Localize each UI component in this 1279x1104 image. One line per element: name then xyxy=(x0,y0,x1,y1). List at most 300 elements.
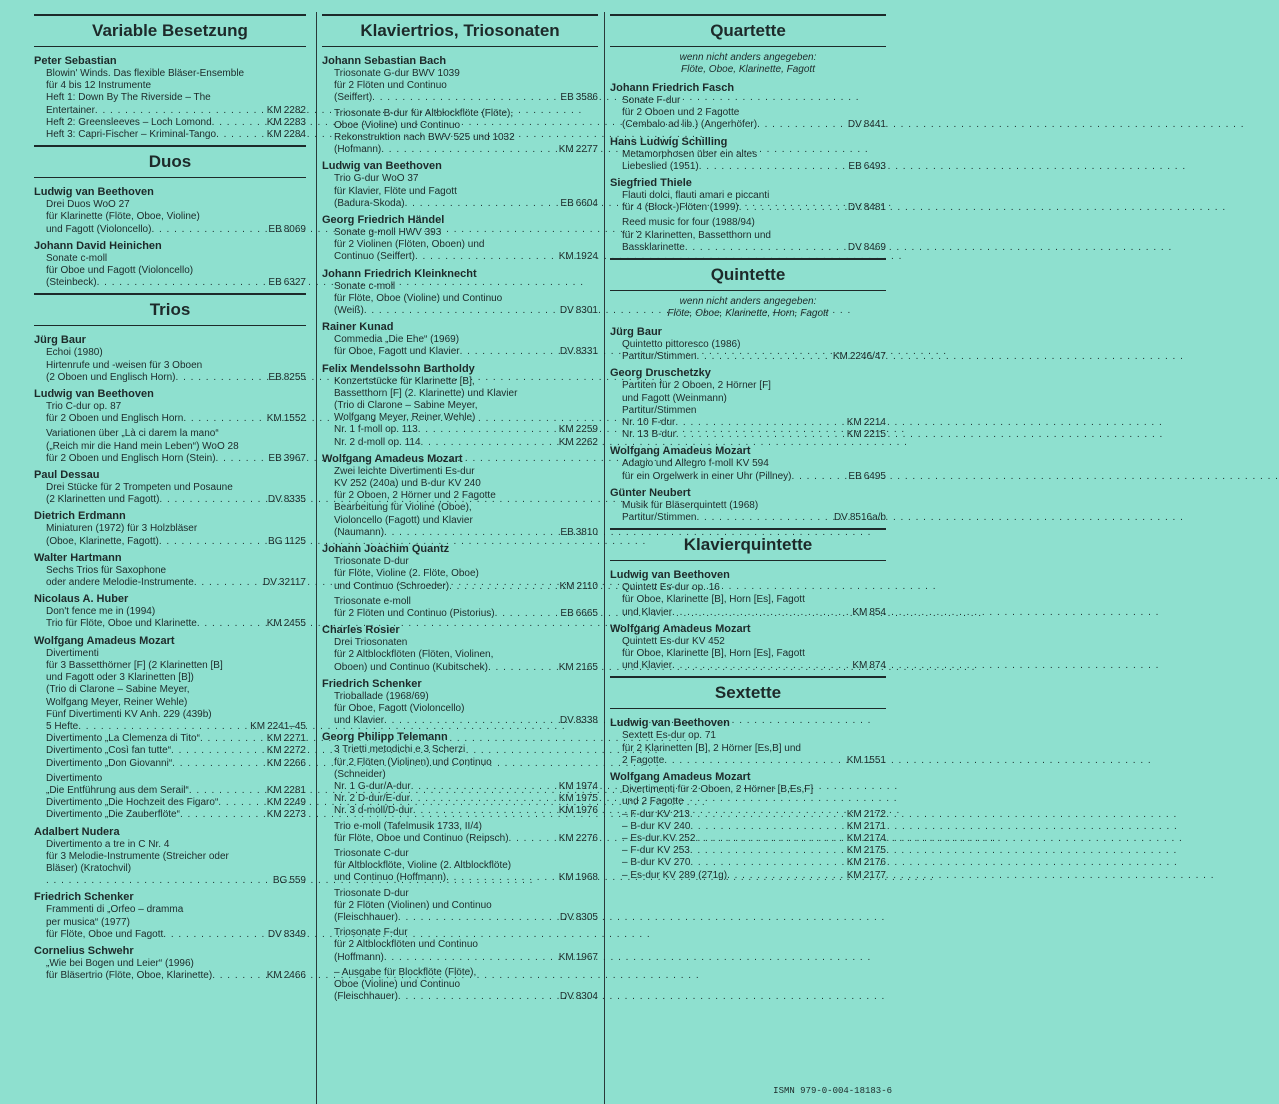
row-label: Partitur/Stimmen xyxy=(622,512,697,524)
catalog-prefix: EB xyxy=(848,470,862,482)
work-text-line: und Fagott (Weinmann) xyxy=(622,392,727,404)
catalog-number: 8441 xyxy=(863,119,886,131)
catalog-number: 2174 xyxy=(863,832,886,844)
work-text-line: für Oboe, Klarinette [B], Horn [Es], Fagott xyxy=(622,594,805,606)
catalog-prefix: KM xyxy=(266,733,282,745)
catalog-prefix: EB xyxy=(268,371,282,383)
row-label: für Flöte, Oboe und Continuo (Reipsch) xyxy=(334,832,509,844)
row-label: Continuo (Seiffert) xyxy=(334,251,415,263)
catalog-row xyxy=(622,351,886,363)
work-text-line: (Schneider) xyxy=(334,768,386,780)
row-label: Nr. 1 f-moll op. 113 xyxy=(334,424,418,436)
composer-name: Johann Sebastian Bach xyxy=(322,55,447,67)
catalog-row xyxy=(334,991,598,1003)
row-label: – F-dur KV 213 xyxy=(622,808,690,820)
composer-entry xyxy=(34,635,306,822)
composer-name: Georg Philipp Telemann xyxy=(322,731,448,744)
catalog-number: 2241–45 xyxy=(267,720,306,732)
catalog-number: 2175 xyxy=(863,845,886,857)
row-label: (Badura-Skoda) xyxy=(334,197,405,209)
row-label: (Oboe, Klarinette, Fagott) xyxy=(46,535,159,547)
catalog-row xyxy=(46,929,306,941)
leader-dots xyxy=(384,527,558,539)
catalog-prefix: KM xyxy=(558,436,574,448)
catalog-number: 1968 xyxy=(575,872,598,884)
work-text-line: Sonate c-moll xyxy=(334,280,396,292)
leader-dots xyxy=(676,429,845,441)
composer-entry xyxy=(610,717,886,767)
catalog-prefix: KM xyxy=(266,129,282,141)
work-item xyxy=(622,190,886,214)
catalog-prefix: EB xyxy=(848,160,862,172)
row-label: und Fagott (Violoncello) xyxy=(46,223,152,235)
catalog-number: 2466 xyxy=(283,970,306,982)
catalog-row xyxy=(46,721,306,733)
work-text-line: Sonate c-moll xyxy=(46,252,108,264)
catalog-row xyxy=(46,745,306,757)
leader-dots xyxy=(159,536,266,548)
work-text-line: Drei Stücke für 2 Trompeten und Posaune xyxy=(46,482,233,494)
leader-dots xyxy=(172,758,265,770)
row-label: (Weiß) xyxy=(334,305,364,317)
catalog-number: 8304 xyxy=(575,991,598,1003)
composer-name: Ludwig van Beethoven xyxy=(610,569,730,582)
composer-name: Adalbert Nudera xyxy=(34,825,120,838)
catalog-prefix: BG xyxy=(268,535,283,547)
work-text-line: („Reich mir die Hand mein Leben“) WoO 28 xyxy=(46,440,239,452)
composer-name: Nicolaus A. Huber xyxy=(34,593,129,606)
composer-name: Ludwig van Beethoven xyxy=(610,717,730,730)
leader-dots xyxy=(384,715,558,727)
row-label: für Flöte, Oboe und Fagott xyxy=(46,928,164,940)
catalog-row xyxy=(622,512,886,524)
catalog-row xyxy=(334,805,598,817)
catalog-prefix: KM xyxy=(558,424,574,436)
work-item xyxy=(334,227,598,264)
composer-name: Ludwig van Beethoven xyxy=(34,186,154,199)
work-text-line: Quintetto pittoresco (1986) xyxy=(622,339,741,351)
composer-name: Peter Sebastian xyxy=(34,55,117,67)
work-text-line: Triosonate e-moll xyxy=(334,595,411,607)
work-item xyxy=(46,565,306,589)
work-text-line: Miniaturen (1972) für 3 Holzbläser xyxy=(46,523,198,535)
catalog-row xyxy=(46,494,306,506)
work-text-line: Triosonate C-dur xyxy=(334,847,409,859)
catalog-prefix: KM xyxy=(266,757,282,769)
leader-dots xyxy=(189,785,265,797)
work-item xyxy=(334,376,598,449)
work-text-line: 3 Trietti metodichi e 3 Scherzi xyxy=(334,744,466,756)
catalog-prefix: DV xyxy=(267,494,282,506)
catalog-row xyxy=(622,833,886,845)
catalog-number: 2110 xyxy=(576,580,598,592)
work-text-line: Commedia „Die Ehe“ (1969) xyxy=(334,334,460,346)
composer-entry xyxy=(34,55,306,141)
work-item xyxy=(622,95,886,132)
leader-dots xyxy=(46,875,271,887)
work-text-line: Trio e-moll (Tafelmusik 1733, II/4) xyxy=(334,820,483,832)
section-title: Klavierquintette xyxy=(610,528,886,561)
catalog-prefix: DV xyxy=(847,119,862,131)
composer-entry xyxy=(322,624,598,674)
catalog-section xyxy=(34,145,306,289)
catalog-number: 8481 xyxy=(863,202,886,214)
work-item xyxy=(334,68,598,105)
composer-name: Charles Rosier xyxy=(322,624,400,637)
row-label: für Bläsertrio (Flöte, Oboe, Klarinette) xyxy=(46,970,213,982)
catalog-number: 2272 xyxy=(283,745,306,757)
catalog-prefix: KM xyxy=(846,869,862,881)
catalog-row xyxy=(334,912,598,924)
catalog-number: 3810 xyxy=(575,526,598,538)
catalog-row xyxy=(622,660,886,672)
catalog-number: 8069 xyxy=(283,223,306,235)
leader-dots xyxy=(410,793,557,805)
leader-dots xyxy=(398,991,558,1003)
composer-name: Friedrich Schenker xyxy=(34,891,134,904)
catalog-prefix: KM xyxy=(832,351,848,363)
work-text-line: Sechs Trios für Saxophone xyxy=(46,564,167,576)
work-item xyxy=(622,339,886,363)
catalog-row xyxy=(334,793,598,805)
catalog-row xyxy=(46,809,306,821)
work-item xyxy=(334,927,598,964)
composer-entry xyxy=(322,268,598,318)
catalog-row xyxy=(622,471,886,483)
work-text-line: Trio C-dur op. 87 xyxy=(46,401,122,413)
catalog-prefix: KM xyxy=(558,793,574,805)
catalog-number: 8335 xyxy=(283,494,306,506)
leader-dots xyxy=(675,417,844,429)
work-text-line: für 2 Flöten (Violinen) und Continuo xyxy=(334,899,492,911)
catalog-row xyxy=(334,833,598,845)
catalog-column-1 xyxy=(34,12,306,986)
catalog-row xyxy=(334,527,598,539)
note-line: Flöte, Oboe, Klarinette, Fagott xyxy=(681,64,815,75)
leader-dots xyxy=(95,105,265,117)
composer-name: Georg Friedrich Händel xyxy=(322,214,445,227)
row-label: – B-dur KV 240 xyxy=(622,820,691,832)
row-label: für 2 Oboen und Englisch Horn xyxy=(46,413,184,425)
leader-dots xyxy=(792,471,847,483)
work-text-line: Bearbeitung für Violine (Oboe), xyxy=(334,502,472,514)
catalog-row xyxy=(334,198,598,210)
work-text-line: Frammenti di „Orfeo – dramma xyxy=(46,904,184,916)
leader-dots xyxy=(509,833,557,845)
work-item xyxy=(46,773,306,822)
row-label: – F-dur KV 253 xyxy=(622,845,690,857)
catalog-number: 2172 xyxy=(863,808,886,820)
composer-entry xyxy=(34,388,306,465)
work-text-line: für 2 Oboen und 2 Fagotte xyxy=(622,107,740,119)
catalog-prefix: KM xyxy=(852,606,868,618)
catalog-number: 2455 xyxy=(283,618,306,630)
row-label: (Hoffmann) xyxy=(334,951,384,963)
catalog-row xyxy=(622,119,886,131)
work-text-line: Violoncello (Fagott) und Klavier xyxy=(334,514,473,526)
work-item xyxy=(46,253,306,290)
catalog-row xyxy=(334,437,598,449)
composer-entry xyxy=(34,552,306,589)
work-text-line: „Wie bei Bogen und Leier“ (1996) xyxy=(46,957,194,969)
row-label: 2 Fagotte xyxy=(622,754,665,766)
catalog-number: 2277 xyxy=(575,144,598,156)
catalog-row xyxy=(46,372,306,384)
catalog-number: 8331 xyxy=(575,346,598,358)
work-text-line: Blowin' Winds. Das flexible Bläser-Ensemble xyxy=(46,68,245,79)
leader-dots xyxy=(696,512,831,524)
catalog-prefix: KM xyxy=(266,413,282,425)
leader-dots xyxy=(695,833,844,845)
catalog-number: 2273 xyxy=(283,809,306,821)
catalog-prefix: EB xyxy=(268,223,282,235)
catalog-row xyxy=(46,453,306,465)
row-label: für 2 Oboen und Englisch Horn (Stein) xyxy=(46,452,216,464)
leader-dots xyxy=(421,437,557,449)
catalog-section xyxy=(322,14,598,1003)
composer-entry xyxy=(610,326,886,363)
composer-entry xyxy=(34,240,306,290)
catalog-row xyxy=(622,755,886,767)
work-text-line: für 2 Oboen, 2 Hörner und 2 Fagotte xyxy=(334,490,496,502)
ismn-code: ISMN 979-0-004-18183-6 xyxy=(773,1086,892,1096)
catalog-row xyxy=(46,536,306,548)
catalog-column-3 xyxy=(610,12,886,886)
leader-dots xyxy=(690,821,844,833)
catalog-prefix: KM xyxy=(846,429,862,441)
composer-name: Friedrich Schenker xyxy=(322,677,422,690)
catalog-row xyxy=(46,797,306,809)
leader-dots xyxy=(216,453,267,465)
work-item xyxy=(46,958,306,982)
leader-dots xyxy=(696,351,830,363)
work-text-line: Metamorphosen über ein altes xyxy=(622,148,758,160)
leader-dots xyxy=(739,202,846,214)
catalog-number: 2276 xyxy=(575,832,598,844)
row-label: Nr. 13 B-dur xyxy=(622,429,676,441)
work-text-line: für Flöte, Oboe (Violine) und Continuo xyxy=(334,292,503,304)
work-text-line: Bläser) (Kratochvil) xyxy=(46,862,132,874)
work-item xyxy=(334,556,598,593)
composer-entry xyxy=(610,82,886,132)
catalog-number: 1967 xyxy=(575,951,598,963)
row-label: Nr. 2 d-moll op. 114 xyxy=(334,436,421,448)
work-item xyxy=(46,68,306,141)
work-text-line: für Flöte, Violine (2. Flöte, Oboe) xyxy=(334,568,479,580)
catalog-row xyxy=(622,857,886,869)
composer-name: Hans Ludwig Schilling xyxy=(610,135,728,148)
catalog-prefix: DV xyxy=(847,202,862,214)
work-item xyxy=(334,888,598,925)
catalog-prefix: KM xyxy=(846,845,862,857)
work-item xyxy=(46,904,306,941)
catalog-row xyxy=(622,821,886,833)
work-text-line: Rekonstruktion nach BWV 525 und 1032 xyxy=(334,132,515,144)
work-item xyxy=(334,173,598,210)
work-text-line: Konzertstücke für Klarinette [B], xyxy=(334,375,475,387)
leader-dots xyxy=(218,797,264,809)
work-text-line: Triosonate D-dur xyxy=(334,887,409,899)
composer-name: Dietrich Erdmann xyxy=(34,510,126,523)
row-label: Trio für Flöte, Oboe und Klarinette xyxy=(46,618,197,630)
catalog-number: 2259 xyxy=(575,424,598,436)
work-text-line: für Oboe, Klarinette [B], Horn [Es], Fagott xyxy=(622,648,805,660)
row-label: Divertimento „La Clemenza di Tito“ xyxy=(46,733,200,745)
work-text-line: und Fagott oder 3 Klarinetten [B]) xyxy=(46,672,194,684)
leader-dots xyxy=(727,870,845,882)
leader-dots xyxy=(384,952,557,964)
leader-dots xyxy=(405,198,559,210)
row-label: Entertainer xyxy=(46,104,95,116)
leader-dots xyxy=(171,745,265,757)
composer-name: Johann Joachim Quantz xyxy=(322,543,450,556)
section-title: Klaviertrios, Triosonaten xyxy=(322,14,598,47)
catalog-number: 8301 xyxy=(575,305,598,317)
work-text-line: für 3 Melodie-Instrumente (Streicher oder xyxy=(46,850,229,862)
row-label: (2 Oboen und Englisch Horn) xyxy=(46,371,176,383)
catalog-column-2 xyxy=(322,12,598,1007)
row-label: für Oboe, Fagott und Klavier xyxy=(334,346,460,358)
catalog-prefix: KM xyxy=(846,754,862,766)
work-item xyxy=(622,458,886,482)
catalog-number: 8305 xyxy=(575,911,598,923)
work-item xyxy=(334,744,598,817)
catalog-number: 559 xyxy=(289,875,306,887)
composer-entry xyxy=(610,771,886,882)
work-text-line: Variationen über „Là ci darem la mano“ xyxy=(46,428,219,440)
catalog-row xyxy=(46,413,306,425)
row-label: Oboen) und Continuo (Kubitschek) xyxy=(334,661,488,673)
catalog-row xyxy=(334,581,598,593)
row-label: Partitur/Stimmen xyxy=(622,351,697,363)
catalog-row xyxy=(46,785,306,797)
catalog-prefix: KM xyxy=(846,857,862,869)
work-text-line: für 2 Flöten und Continuo xyxy=(334,80,447,92)
catalog-row xyxy=(622,417,886,429)
catalog-number: 6495 xyxy=(863,470,886,482)
composer-name: Rainer Kunad xyxy=(322,321,394,334)
leader-dots xyxy=(690,809,845,821)
composer-name: Wolfgang Amadeus Mozart xyxy=(322,452,463,465)
work-item xyxy=(334,637,598,674)
work-item xyxy=(46,428,306,465)
catalog-prefix: KM xyxy=(558,805,574,817)
row-label: – B-dur KV 270 xyxy=(622,857,691,869)
catalog-prefix: KM xyxy=(558,832,574,844)
leader-dots xyxy=(460,346,558,358)
catalog-prefix: EB xyxy=(560,197,574,209)
section-title: Sextette xyxy=(610,676,886,709)
leader-dots xyxy=(176,372,267,384)
work-item xyxy=(334,967,598,1004)
composer-entry xyxy=(322,363,598,449)
work-item xyxy=(622,636,886,673)
composer-entry xyxy=(34,593,306,630)
composer-name: Johann Friedrich Kleinknecht xyxy=(322,267,477,280)
catalog-number: 6327 xyxy=(283,277,306,289)
row-label: (Cembalo ad lib.) (Angerhöfer) xyxy=(622,119,758,131)
work-text-line: Triosonate B-dur für Altblockflöte (Flöte), xyxy=(334,107,514,119)
catalog-prefix: KM xyxy=(846,820,862,832)
catalog-prefix: KM xyxy=(266,970,282,982)
catalog-section xyxy=(34,14,306,141)
work-item xyxy=(334,691,598,728)
row-label: für 2 Flöten und Continuo (Pistorius) xyxy=(334,607,495,619)
composer-entry xyxy=(34,945,306,982)
leader-dots xyxy=(151,224,266,236)
catalog-row xyxy=(46,277,306,289)
work-text-line: Partitur/Stimmen xyxy=(622,404,697,416)
work-text-line: für Oboe, Fagott (Violoncello) xyxy=(334,702,465,714)
catalog-number: 2249 xyxy=(283,797,306,809)
work-text-line: für Altblockflöte, Violine (2. Altblockflöte) xyxy=(334,860,512,872)
catalog-prefix: DV xyxy=(847,241,862,253)
catalog-number: 2177 xyxy=(863,869,886,881)
work-item xyxy=(46,606,306,630)
catalog-prefix: KM xyxy=(266,797,282,809)
catalog-number: 6604 xyxy=(575,197,598,209)
catalog-section xyxy=(610,14,886,254)
work-text-line: Divertimenti für 2 Oboen, 2 Hörner [B,Es,F] xyxy=(622,784,814,796)
composer-name: Cornelius Schwehr xyxy=(34,944,134,957)
work-text-line: Echoi (1980) xyxy=(46,347,103,359)
catalog-row xyxy=(622,161,886,173)
work-text-line: Partiten für 2 Oboen, 2 Hörner [F] xyxy=(622,380,771,392)
catalog-prefix: KM xyxy=(852,660,868,672)
catalog-row xyxy=(334,305,598,317)
catalog-prefix: DV xyxy=(267,928,282,940)
catalog-number: 3967 xyxy=(283,452,306,464)
work-text-line: Wolfgang Meyer, Reiner Wehle) xyxy=(46,696,188,708)
catalog-row xyxy=(46,970,306,982)
work-text-line: und 2 Fagotte xyxy=(622,796,684,808)
composer-name: Wolfgang Amadeus Mozart xyxy=(610,622,751,635)
catalog-number: 2214 xyxy=(863,417,886,429)
row-label: Nr. 10 F-dur xyxy=(622,417,676,429)
work-item xyxy=(622,582,886,619)
row-label: und Continuo (Schroeder) xyxy=(334,580,450,592)
work-text-line: (Trio di Clarone – Sabine Meyer, xyxy=(334,400,478,412)
catalog-row xyxy=(334,608,598,620)
work-item xyxy=(46,839,306,888)
row-label: – Es-dur KV 289 (271g) xyxy=(622,869,728,881)
work-text-line: Drei Triosonaten xyxy=(334,637,408,649)
section-note xyxy=(610,296,886,320)
leader-dots xyxy=(685,242,846,254)
catalog-prefix: KM xyxy=(266,104,282,116)
work-text-line: Don't fence me in (1994) xyxy=(46,606,156,618)
catalog-prefix: DV xyxy=(263,577,277,589)
composer-entry xyxy=(322,543,598,620)
catalog-number: 854 xyxy=(869,606,886,618)
catalog-prefix: EB xyxy=(268,452,282,464)
leader-dots xyxy=(413,805,557,817)
work-text-line: Wolfgang Meyer, Reiner Wehle) xyxy=(334,412,476,424)
row-label: (Seiffert) xyxy=(334,92,373,104)
composer-name: Johann David Heinichen xyxy=(34,239,162,252)
composer-entry xyxy=(322,321,598,358)
work-text-line: für 2 Violinen (Flöten, Oboen) und xyxy=(334,239,485,251)
work-text-line: für 3 Bassetthörner [F] (2 Klarinetten [B] xyxy=(46,659,223,671)
leader-dots xyxy=(97,277,267,289)
catalog-prefix: DV xyxy=(833,512,848,524)
work-text-line: für 2 Flöten (Violinen) und Continuo xyxy=(334,756,492,768)
catalog-number: 6493 xyxy=(863,160,886,172)
work-text-line: für Klarinette (Flöte, Oboe, Violine) xyxy=(46,211,200,223)
catalog-number: 2282 xyxy=(283,104,306,116)
catalog-row xyxy=(334,144,598,156)
composer-entry xyxy=(322,55,598,156)
